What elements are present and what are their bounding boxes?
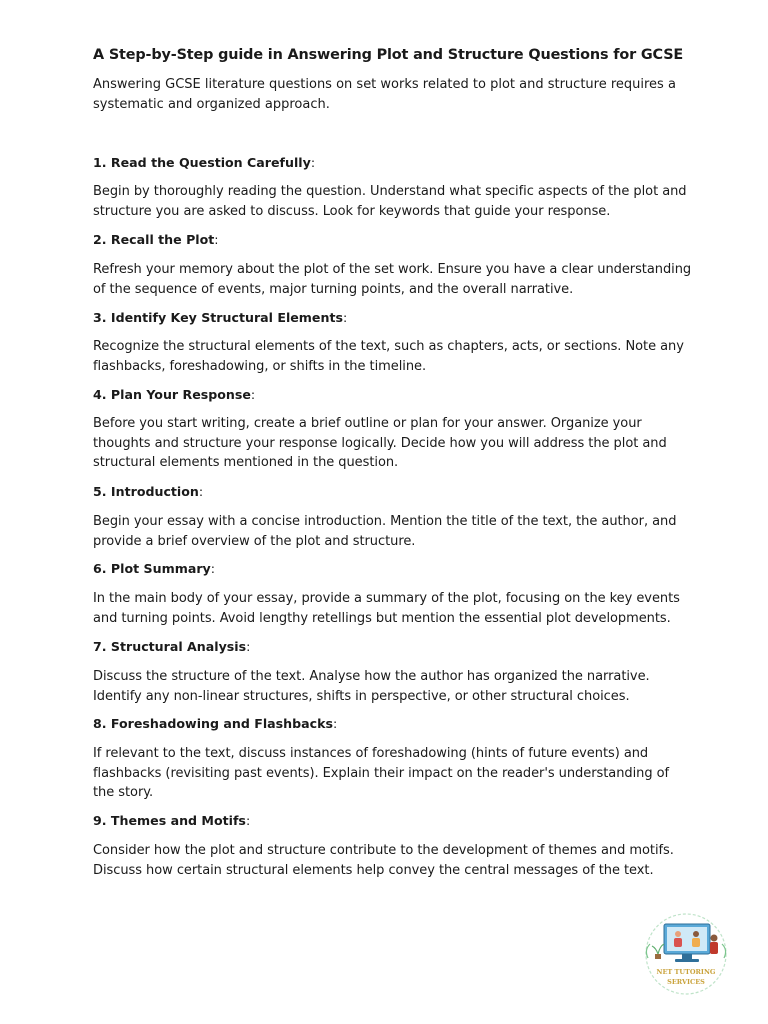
step-heading-text: 7. Structural Analysis (93, 639, 247, 654)
step-heading (93, 638, 693, 656)
heading-colon: : (245, 813, 251, 828)
heading-colon: : (310, 155, 316, 170)
logo-text-line2: SERVICES (667, 978, 705, 986)
step-heading (93, 560, 693, 578)
step-body: Discuss the structure of the text. Analyse how the author has organized the narrative. Identify any non-linear structures, shifts in perspective, or other structural choices. (93, 669, 650, 704)
step-heading (93, 715, 693, 733)
step-body: Refresh your memory about the plot of the set work. Ensure you have a clear understanding of the sequence of events, major turning points, and the overall narrative. (93, 262, 692, 297)
heading-colon: : (210, 561, 215, 576)
step-body: Before you start writing, create a brief outline or plan for your answer. Organize your thoughts and structure your response logically. Decide how you will address the plot and structural elements mentioned in the question. (93, 416, 667, 471)
heading-colon: : (342, 310, 348, 325)
step-heading-text: 2. Recall the Plot (93, 232, 215, 247)
step-body: Consider how the plot and structure contribute to the development of themes and motifs. Discuss how certain structural elements help convey the central messages of the text. (93, 843, 674, 878)
step-heading-text: 1. Read the Question Carefully (93, 155, 311, 170)
step-heading (93, 812, 693, 830)
step-heading (93, 483, 693, 501)
step-heading (93, 309, 693, 327)
step-body: In the main body of your essay, provide a summary of the plot, focusing on the key events and turning points. Avoid lengthy retellings but mention the essential plot developments. (93, 591, 680, 626)
step-heading (93, 154, 693, 172)
step-body: Begin your essay with a concise introduction. Mention the title of the text, the author, and provide a brief overview of the plot and structure. (93, 514, 677, 549)
step-heading (93, 231, 693, 249)
net-tutoring-logo (638, 912, 734, 996)
intro-paragraph: Answering GCSE literature questions on set works related to plot and structure requires a systematic and organized approach. (93, 77, 676, 112)
step-body: Recognize the structural elements of the text, such as chapters, acts, or sections. Note any flashbacks, foreshadowing, or shifts in the timeline. (93, 339, 684, 374)
step-heading-text: 5. Introduction (93, 484, 199, 499)
step-heading-text: 4. Plan Your Response (93, 387, 251, 402)
step-body: Begin by thoroughly reading the question. Understand what specific aspects of the plot and structure you are asked to discuss. Look for keywords that guide your response. (93, 184, 687, 219)
logo-text-line1: NET TUTORING (656, 968, 716, 976)
document-title: A Step-by-Step guide in Answering Plot and Structure Questions for GCSE (93, 47, 684, 63)
heading-colon: : (214, 232, 219, 247)
step-heading (93, 386, 693, 404)
step-heading-text: 9. Themes and Motifs (93, 813, 246, 828)
heading-colon: : (246, 639, 251, 654)
step-heading-text: 3. Identify Key Structural Elements (93, 310, 343, 325)
computer-monitor-icon (638, 912, 734, 996)
step-body: If relevant to the text, discuss instances of foreshadowing (hints of future events) and flashbacks (revisiting past events). Explain their impact on the reader's understanding of the story. (93, 746, 670, 801)
heading-colon: : (198, 484, 204, 499)
step-heading-text: 6. Plot Summary (93, 561, 211, 576)
step-heading-text: 8. Foreshadowing and Flashbacks (93, 716, 333, 731)
heading-colon: : (250, 387, 256, 402)
heading-colon: : (332, 716, 338, 731)
